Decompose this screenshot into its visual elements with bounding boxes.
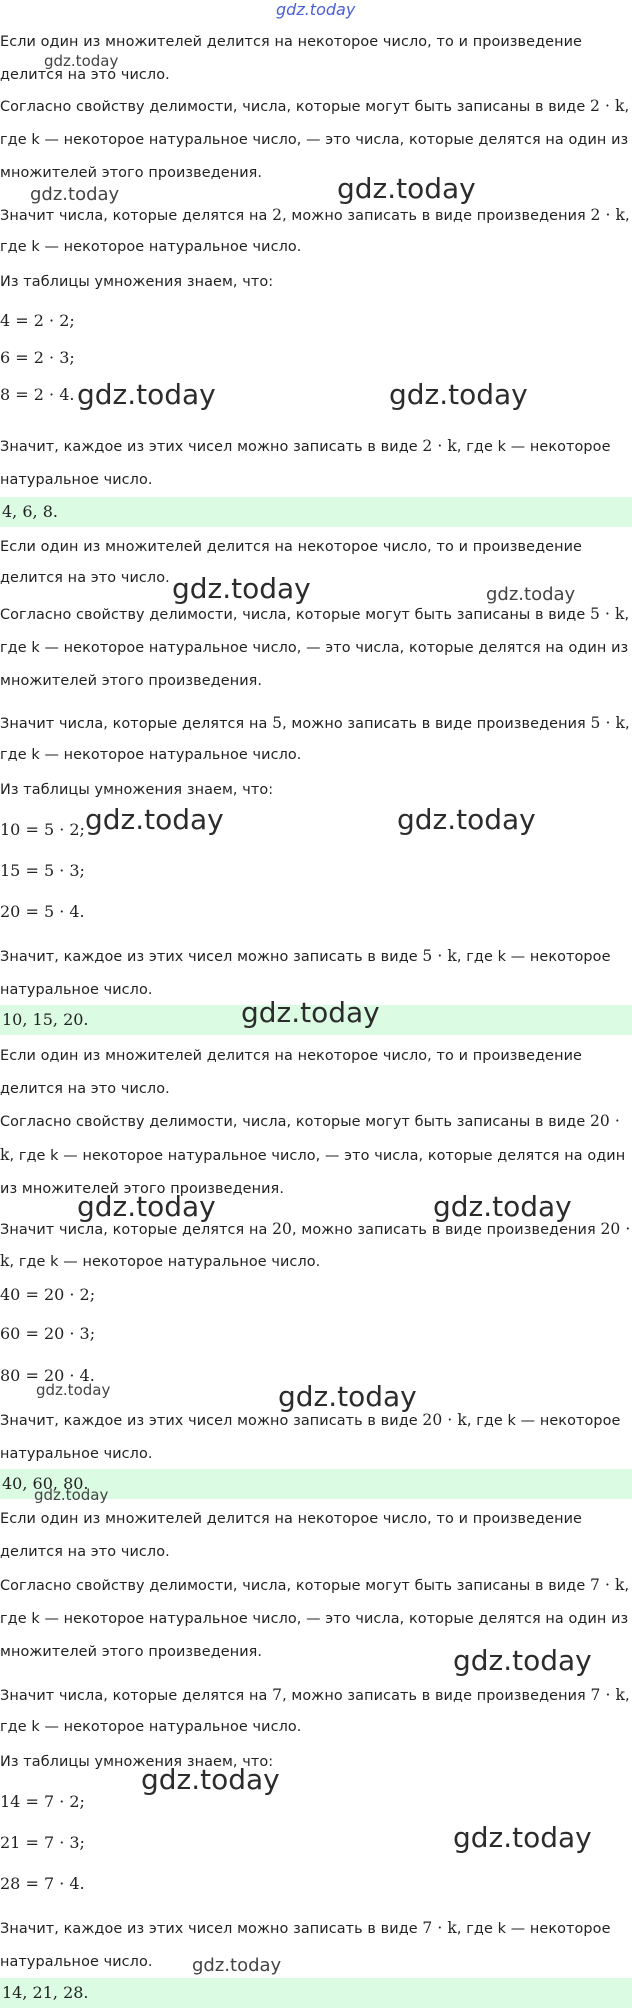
section-3-conclusion: Значит, каждое из этих чисел можно записать в виде 20 · k, где k — некоторое натуральное число.: [0, 1411, 621, 1462]
watermark: gdz.today: [453, 1644, 592, 1677]
watermark: gdz.today: [85, 803, 224, 836]
section-2-conclusion: Значит, каждое из этих чисел можно записать в виде 5 · k, где k — некоторое натуральное число.: [0, 947, 611, 998]
section-4-table-line: Из таблицы умножения знаем, что:: [0, 1754, 274, 1770]
section-1-conclusion: Значит, каждое из этих чисел можно записать в виде 2 · k, где k — некоторое натуральное число.: [0, 437, 611, 488]
watermark: gdz.today: [36, 1381, 111, 1399]
section-1-then: Значит числа, которые делятся на 2, можно записать в виде произведения 2 · k, где k — некоторое натуральное число.: [0, 206, 630, 255]
section-3-equation-1: 40 = 20 · 2;: [0, 1285, 96, 1304]
watermark: gdz.today: [397, 803, 536, 836]
section-2-equation-3: 20 = 5 · 4.: [0, 902, 85, 921]
section-2-answer: 10, 15, 20.: [0, 1005, 632, 1035]
watermark: gdz.today: [77, 378, 216, 411]
watermark: gdz.today: [44, 52, 119, 70]
section-1-property: Согласно свойству делимости, числа, которые могут быть записаны в виде 2 · k, где k — некоторое натуральное число, — это числа, которые делятся на один из множителей этого произведения.: [0, 97, 630, 181]
watermark: gdz.today: [337, 172, 476, 205]
section-3-answer: 40, 60, 80.: [0, 1469, 632, 1499]
section-4-then: Значит числа, которые делятся на 7, можно записать в виде произведения 7 · k, где k — некоторое натуральное число.: [0, 1686, 630, 1735]
watermark: gdz.today: [30, 184, 120, 205]
section-3-property: Согласно свойству делимости, числа, которые могут быть записаны в виде 20 · k, где k — некоторое натуральное число, — это числа, которые делятся на один из множителей этого произведения.: [0, 1112, 626, 1197]
section-1-equation-1: 4 = 2 · 2;: [0, 311, 75, 330]
watermark: gdz.today: [34, 1486, 109, 1504]
section-1-equation-3: 8 = 2 · 4.: [0, 385, 75, 404]
section-1-intro: Если один из множителей делится на некоторое число, то и произведение делится на это число.: [0, 34, 583, 83]
section-4-equation-1: 14 = 7 · 2;: [0, 1792, 85, 1811]
header-watermark: gdz.today: [276, 0, 356, 19]
watermark: gdz.today: [433, 1190, 572, 1223]
section-4-equation-2: 21 = 7 · 3;: [0, 1833, 85, 1852]
section-2-equation-2: 15 = 5 · 3;: [0, 861, 85, 880]
section-3-equation-3: 80 = 20 · 4.: [0, 1366, 95, 1385]
section-3-equation-2: 60 = 20 · 3;: [0, 1324, 96, 1343]
section-2-property: Согласно свойству делимости, числа, которые могут быть записаны в виде 5 · k, где k — некоторое натуральное число, — это числа, которые делятся на один из множителей этого произведения.: [0, 605, 630, 689]
section-4-equation-3: 28 = 7 · 4.: [0, 1874, 85, 1893]
watermark: gdz.today: [486, 584, 576, 605]
section-4-property: Согласно свойству делимости, числа, которые могут быть записаны в виде 7 · k, где k — некоторое натуральное число, — это числа, которые делятся на один из множителей этого произведения.: [0, 1576, 630, 1660]
section-1-answer: 4, 6, 8.: [0, 497, 632, 527]
watermark: gdz.today: [192, 1955, 282, 1976]
section-4-intro: Если один из множителей делится на некоторое число, то и произведение делится на это число.: [0, 1511, 583, 1560]
section-1-equation-2: 6 = 2 · 3;: [0, 348, 75, 367]
watermark: gdz.today: [389, 378, 528, 411]
watermark: gdz.today: [77, 1190, 216, 1223]
section-4-answer: 14, 21, 28.: [0, 1978, 632, 2008]
section-2-then: Значит числа, которые делятся на 5, можно записать в виде произведения 5 · k, где k — некоторое натуральное число.: [0, 714, 630, 763]
watermark: gdz.today: [241, 996, 380, 1029]
section-3-then: Значит числа, которые делятся на 20, можно записать в виде произведения 20 · k, где k — некоторое натуральное число.: [0, 1220, 631, 1270]
section-4-conclusion: Значит, каждое из этих чисел можно записать в виде 7 · k, где k — некоторое натуральное число.: [0, 1919, 611, 1970]
section-1-table-line: Из таблицы умножения знаем, что:: [0, 274, 274, 290]
watermark: gdz.today: [172, 572, 311, 605]
watermark: gdz.today: [278, 1380, 417, 1413]
watermark: gdz.today: [141, 1763, 280, 1796]
section-2-equation-1: 10 = 5 · 2;: [0, 820, 85, 839]
section-3-intro: Если один из множителей делится на некоторое число, то и произведение делится на это число.: [0, 1048, 583, 1097]
section-2-intro: Если один из множителей делится на некоторое число, то и произведение делится на это число.: [0, 539, 583, 586]
watermark: gdz.today: [453, 1821, 592, 1854]
section-2-table-line: Из таблицы умножения знаем, что:: [0, 782, 274, 798]
